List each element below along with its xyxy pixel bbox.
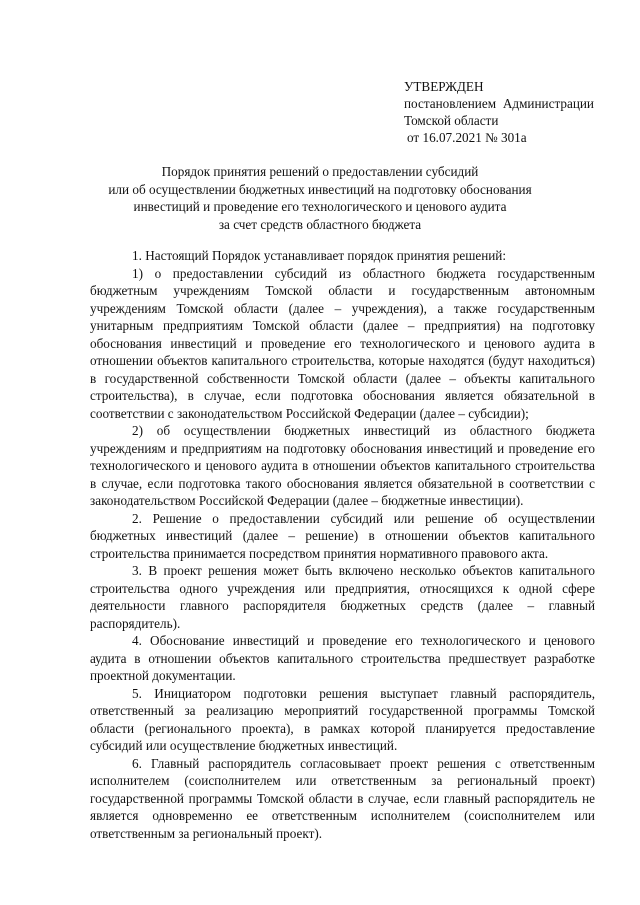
approval-block — [404, 78, 604, 146]
approval-heading: УТВЕРЖДЕН — [404, 79, 484, 94]
document-body — [90, 247, 595, 842]
approval-region: Томской области — [404, 113, 499, 128]
document-title — [90, 163, 550, 233]
paragraph-6: 6. Главный распорядитель согласовывает проект решения с ответственным исполнителем (соисполнителем или ответственным за региональный проект) государственной программы Томской области в случае, если главный распорядитель не является одновременно ее ответственным исполнителем (соисполнителем или ответственным за региональный проект). — [90, 755, 595, 841]
title-line: Порядок принятия решений о предоставлении субсидий — [161, 164, 479, 179]
paragraph-1-item-2: 2) об осуществлении бюджетных инвестиций из областного бюджета учреждениям и предприятиям на подготовку обоснования инвестиций и проведение его технологического и ценового аудита в отношении объектов капитального строительства в случае, если подготовка такого обоснования является обязательной в соответствии с законодательством Российской Федерации (далее – бюджетные инвестиции). — [90, 423, 595, 508]
paragraph-2: 2. Решение о предоставлении субсидий или решение об осуществлении бюджетных инвестиций (далее – решение) в отношении объектов капитального строительства принимается посредством принятия нормативного правового акта. — [90, 510, 595, 561]
approval-resolution: постановлением Администрации — [404, 96, 594, 111]
paragraph-4: 4. Обоснование инвестиций и проведение его технологического и ценового аудита в отношении объектов капитального строительства предшествует разработке проектной документации. — [90, 633, 595, 683]
paragraph-3: 3. В проект решения может быть включено несколько объектов капитального строительства одного учреждения или предприятия, относящихся к одной сфере деятельности главного распорядителя бюджетных средств (далее – главный распорядитель). — [90, 563, 595, 631]
paragraph-5: 5. Инициатором подготовки решения выступает главный распорядитель, ответственный за реализацию мероприятий государственной программы Томской области (регионального проекта), в рамках которой планируется предоставление субсидий или осуществление бюджетных инвестиций. — [90, 685, 595, 753]
title-line: за счет средств областного бюджета — [218, 216, 422, 232]
paragraph-1: 1. Настоящий Порядок устанавливает порядок принятия решений: — [132, 248, 507, 263]
paragraph-1-item-1: 1) о предоставлении субсидий из областного бюджета государственным бюджетным учреждениям Томской области и государственным автономным учреждениям Томской области (далее – учреждения), а также государственным унитарным предприятиям Томской области (далее – предприятия) на подготовку обоснования инвестиций и проведение его технологического и ценового аудита в отношении объектов капитального строительства, которые находятся (будут находиться) в государственной собственности Томской области (далее – объекты капитального строительства), в случае, если подготовка обоснования является обязательной в соответствии с законодательством Российской Федерации (далее – субсидии); — [90, 265, 595, 421]
approval-date-number: от 16.07.2021 № 301а — [407, 130, 527, 145]
title-line: инвестиций и проведение его технологического и ценового аудита — [133, 199, 507, 214]
title-line: или об осуществлении бюджетных инвестиций на подготовку обоснования — [108, 181, 532, 197]
